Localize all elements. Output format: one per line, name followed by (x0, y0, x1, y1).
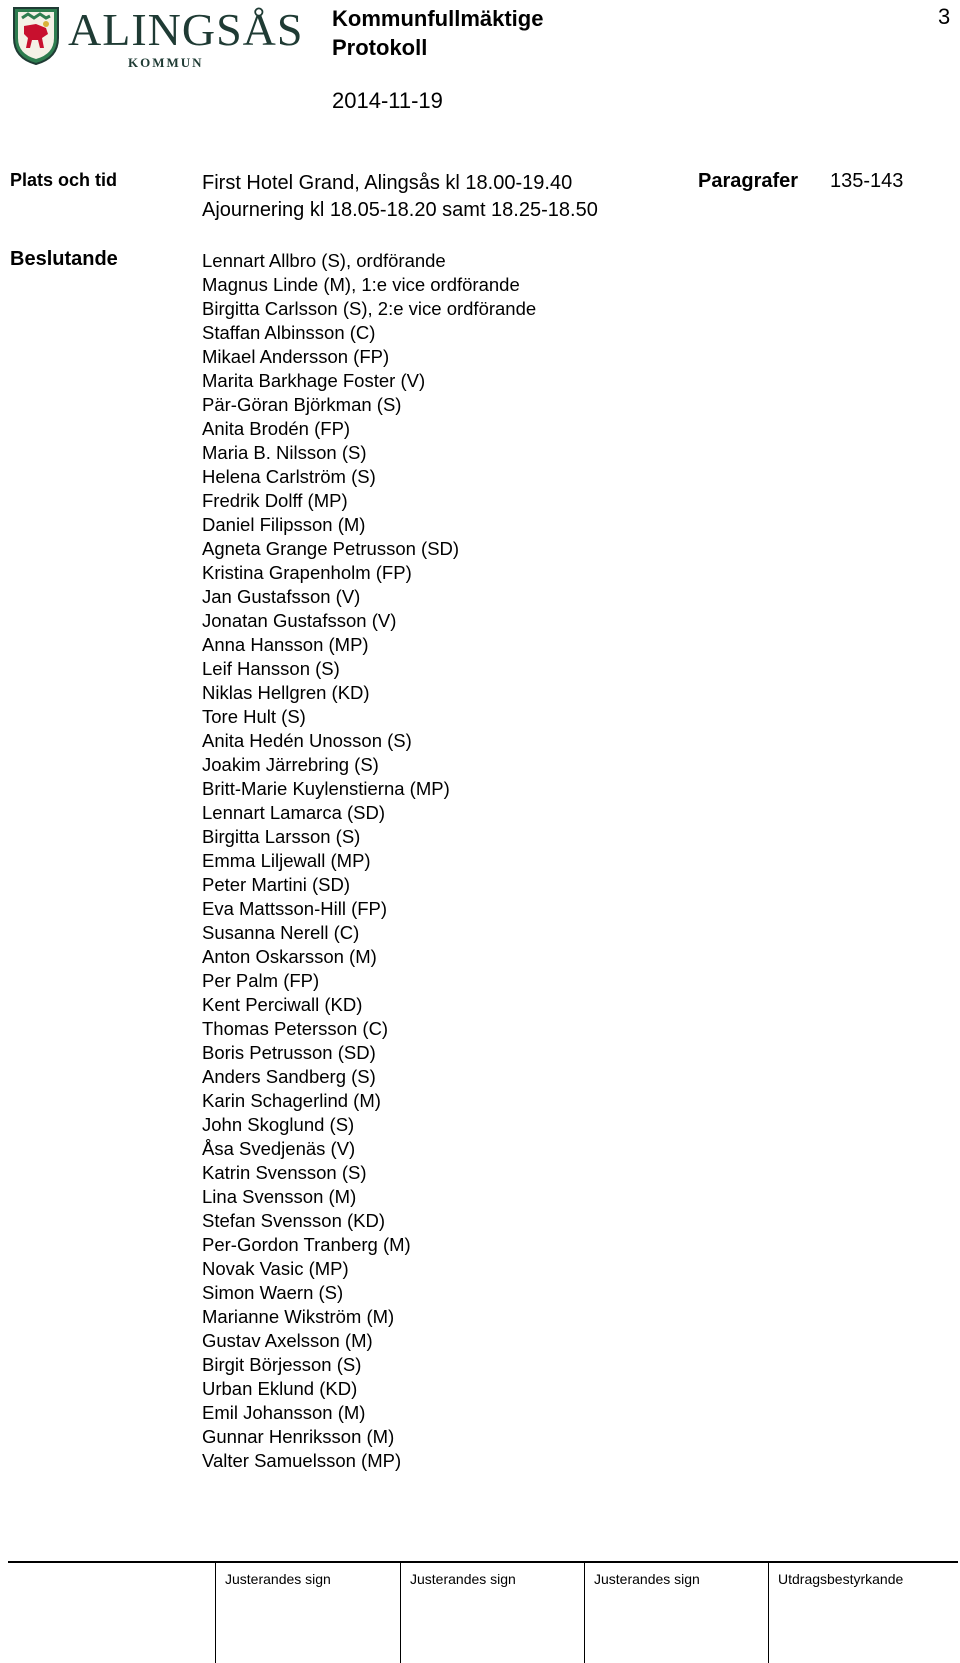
member-item: Per-Gordon Tranberg (M) (202, 1234, 411, 1255)
member-item: Lennart Allbro (S), ordförande (202, 250, 446, 271)
adjournment-line: Ajournering kl 18.05-18.20 samt 18.25-18.50 (202, 199, 598, 221)
signature-field-1: Justerandes sign (225, 1571, 331, 1587)
signature-field-3: Justerandes sign (594, 1571, 700, 1587)
member-item: Simon Waern (S) (202, 1282, 344, 1303)
footer-rule (8, 1561, 958, 1563)
member-item: Marianne Wikström (M) (202, 1306, 395, 1327)
member-item: Joakim Järrebring (S) (202, 754, 379, 775)
paragraphs-label: Paragrafer (698, 170, 799, 192)
member-item: Pär-Göran Björkman (S) (202, 394, 402, 415)
member-item: Jan Gustafsson (V) (202, 586, 361, 607)
member-item: Katrin Svensson (S) (202, 1162, 367, 1183)
member-item: Åsa Svedjenäs (V) (202, 1138, 356, 1159)
member-item: Mikael Andersson (FP) (202, 346, 390, 367)
member-item: Gustav Axelsson (M) (202, 1330, 373, 1351)
member-item: Emma Liljewall (MP) (202, 850, 371, 871)
logo-wordmark: ALINGSÅS (68, 4, 304, 55)
member-item: Per Palm (FP) (202, 970, 320, 991)
page-number: 3 (938, 4, 951, 29)
member-item: Anita Hedén Unosson (S) (202, 730, 412, 751)
member-item: Fredrik Dolff (MP) (202, 490, 348, 511)
member-item: Magnus Linde (M), 1:e vice ordförande (202, 274, 520, 295)
member-item: Agneta Grange Petrusson (SD) (202, 538, 460, 559)
member-item: Anita Brodén (FP) (202, 418, 351, 439)
member-item: Thomas Petersson (C) (202, 1018, 389, 1039)
member-item: Jonatan Gustafsson (V) (202, 610, 397, 631)
member-item: Gunnar Henriksson (M) (202, 1426, 395, 1447)
place-time-value (202, 170, 598, 224)
member-item: Tore Hult (S) (202, 706, 306, 727)
certification-field: Utdragsbestyrkande (778, 1571, 904, 1587)
member-item: Anders Sandberg (S) (202, 1066, 376, 1087)
member-item: Susanna Nerell (C) (202, 922, 360, 943)
member-item: Marita Barkhage Foster (V) (202, 370, 426, 391)
member-item: Stefan Svensson (KD) (202, 1210, 386, 1231)
member-item: Kristina Grapenholm (FP) (202, 562, 412, 583)
footer-divider (400, 1563, 401, 1663)
member-item: Lennart Lamarca (SD) (202, 802, 386, 823)
title-doc-type: Protokoll (332, 35, 428, 60)
member-item: Leif Hansson (S) (202, 658, 340, 679)
member-item: Daniel Filipsson (M) (202, 514, 366, 535)
member-item: Peter Martini (SD) (202, 874, 351, 895)
member-item: Valter Samuelsson (MP) (202, 1450, 402, 1471)
signature-field-2: Justerandes sign (410, 1571, 516, 1587)
footer-divider (768, 1563, 769, 1663)
members-list (202, 249, 536, 1473)
member-item: Lina Svensson (M) (202, 1186, 357, 1207)
coat-of-arms-icon (10, 4, 62, 66)
member-item: John Skoglund (S) (202, 1114, 355, 1135)
municipality-logo (10, 4, 304, 70)
title-board: Kommunfullmäktige (332, 6, 544, 31)
member-item: Anton Oskarsson (M) (202, 946, 377, 967)
document-date: 2014-11-19 (332, 88, 443, 113)
logo-subtitle: KOMMUN (128, 55, 204, 70)
member-item: Niklas Hellgren (KD) (202, 682, 370, 703)
member-item: Kent Perciwall (KD) (202, 994, 363, 1015)
member-item: Birgit Börjesson (S) (202, 1354, 362, 1375)
place-time-label: Plats och tid (10, 170, 118, 190)
member-item: Novak Vasic (MP) (202, 1258, 349, 1279)
paragraphs-value: 135-143 (830, 170, 904, 192)
member-item: Birgitta Larsson (S) (202, 826, 361, 847)
member-item: Boris Petrusson (SD) (202, 1042, 376, 1063)
member-item: Karin Schagerlind (M) (202, 1090, 381, 1111)
member-item: Maria B. Nilsson (S) (202, 442, 367, 463)
member-item: Urban Eklund (KD) (202, 1378, 358, 1399)
member-item: Britt-Marie Kuylenstierna (MP) (202, 778, 450, 799)
member-item: Helena Carlström (S) (202, 466, 376, 487)
member-item: Birgitta Carlsson (S), 2:e vice ordförande (202, 298, 537, 319)
document-title (332, 4, 543, 62)
footer-divider (215, 1563, 216, 1663)
member-item: Anna Hansson (MP) (202, 634, 369, 655)
decision-makers-label: Beslutande (10, 248, 118, 270)
footer-divider (584, 1563, 585, 1663)
member-item: Emil Johansson (M) (202, 1402, 366, 1423)
member-item: Eva Mattsson-Hill (FP) (202, 898, 388, 919)
member-item: Staffan Albinsson (C) (202, 322, 376, 343)
place-line: First Hotel Grand, Alingsås kl 18.00-19.40 (202, 172, 573, 194)
